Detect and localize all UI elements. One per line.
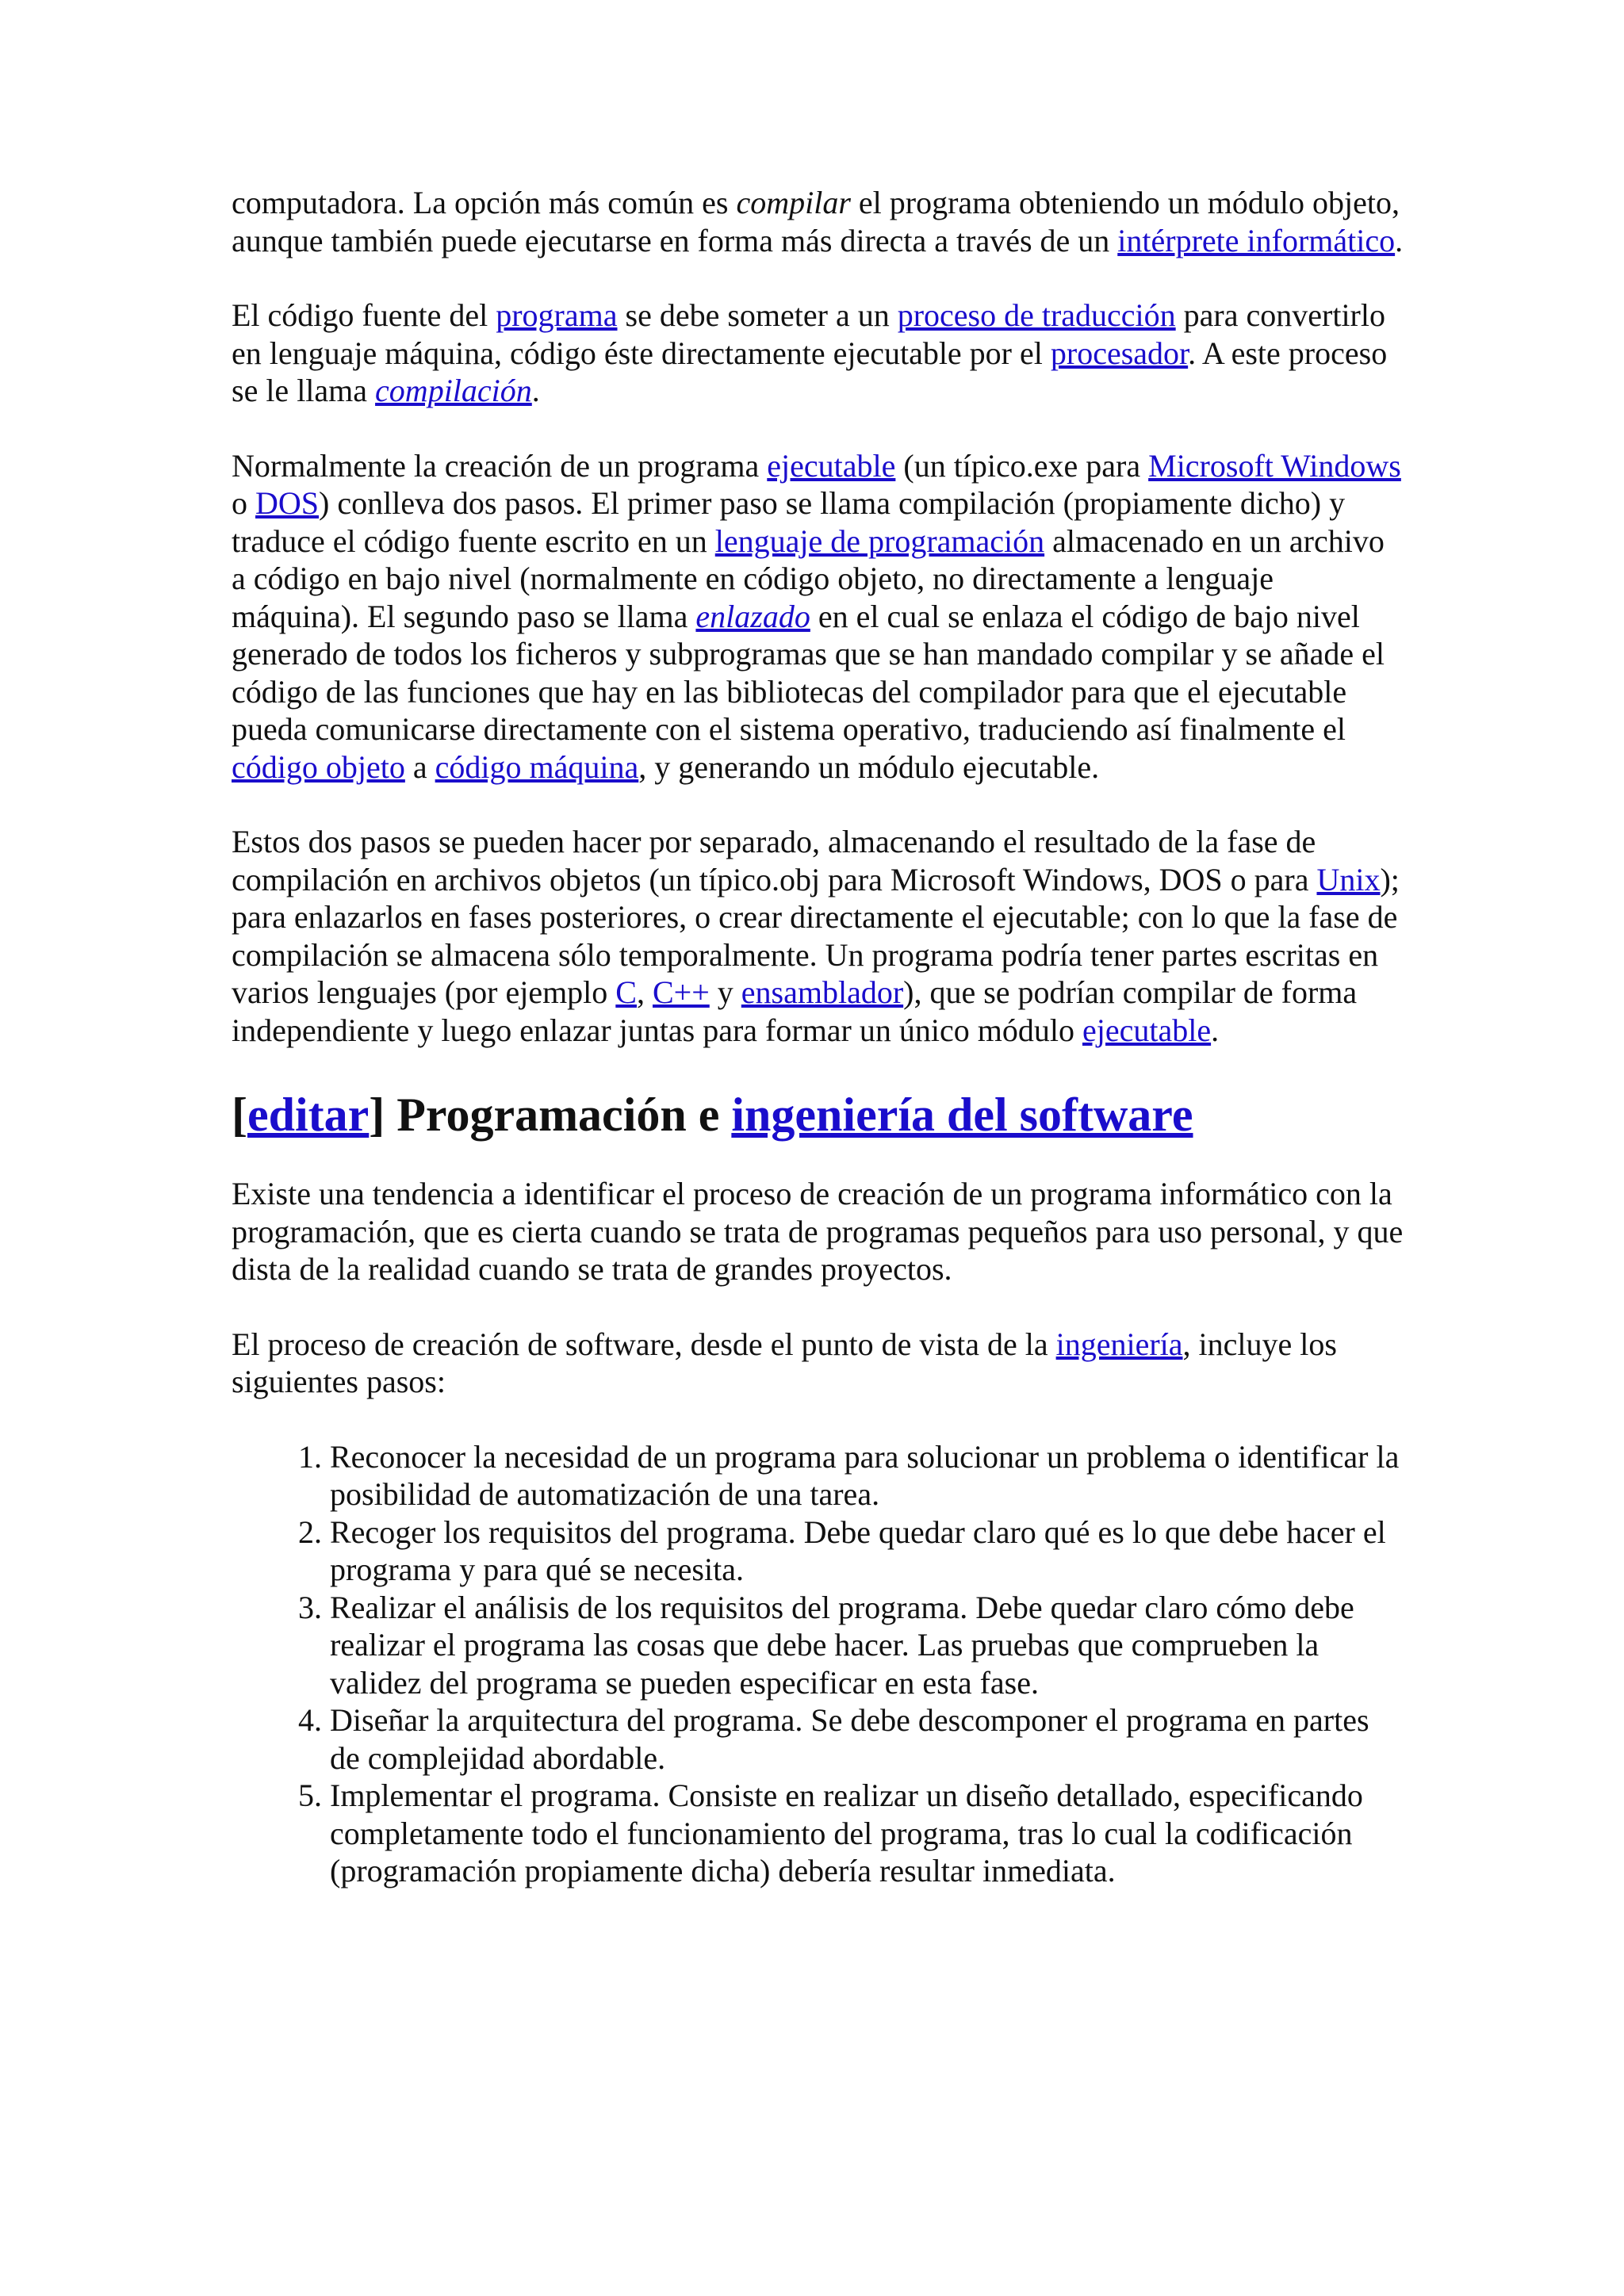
- text-run: y: [709, 974, 741, 1010]
- link-c[interactable]: C: [615, 974, 637, 1010]
- text-run: almacenado en un archivo a código en bajo nivel (normalmente en código objeto, no directamente a lenguaje máquina). El segundo paso se llama: [232, 522, 1385, 634]
- link-interprete-informatico[interactable]: intérprete informático: [1117, 222, 1396, 258]
- text-run: o: [232, 485, 255, 521]
- link-dos[interactable]: DOS: [255, 485, 320, 521]
- list-item: 3. Realizar el análisis de los requisitos del programa. Debe quedar claro cómo debe realizar el programa las cosas que debe hacer. Las pruebas que comprueben la validez del programa se pueden especificar en esta fase.: [330, 1589, 1405, 1702]
- link-ejecutable[interactable]: ejecutable: [767, 447, 896, 484]
- steps-list: [232, 1438, 1405, 1890]
- text-run: Normalmente la creación de un programa: [232, 447, 768, 484]
- link-enlazado-text: enlazado: [695, 598, 810, 634]
- text-run: ), que se podrían compilar de forma independiente y luego enlazar juntas para formar un único módulo: [232, 974, 1358, 1048]
- paragraph-compilation-intro: [232, 184, 1405, 259]
- text-run: a: [404, 748, 435, 785]
- paragraph-creation-process: [232, 1326, 1405, 1401]
- link-codigo-objeto[interactable]: código objeto: [232, 748, 405, 785]
- section-heading: [232, 1086, 1405, 1143]
- link-ingenieria[interactable]: ingeniería: [1055, 1326, 1183, 1362]
- link-unix[interactable]: Unix: [1316, 861, 1381, 897]
- heading-bracket-open: [: [232, 1089, 247, 1141]
- paragraph-source-code: [232, 297, 1405, 410]
- link-lenguaje-de-programacion[interactable]: lenguaje de programación: [714, 522, 1045, 559]
- link-cpp[interactable]: C++: [652, 974, 710, 1010]
- list-item: 4. Diseñar la arquitectura del programa. Se debe descomponer el programa en partes de complejidad abordable.: [330, 1701, 1405, 1777]
- text-run: el programa obteniendo un módulo objeto, aunque también puede ejecutarse en forma más directa a través de un: [232, 185, 1400, 258]
- link-procesador[interactable]: procesador: [1050, 335, 1189, 371]
- link-ingenieria-del-software[interactable]: ingeniería del software: [731, 1089, 1193, 1141]
- text-run: computadora. La opción más común es: [232, 185, 737, 220]
- text-run: ); para enlazarlos en fases posteriores, o crear directamente el ejecutable; con lo que la fase de compilación se almacena sólo temporalmente. Un programa podría tener partes escritas en varios lenguajes (por ejemplo: [232, 861, 1400, 1010]
- link-proceso-de-traduccion[interactable]: proceso de traducción: [897, 297, 1176, 333]
- text-run: para convertirlo en lenguaje máquina, código éste directamente ejecutable por el: [232, 297, 1385, 371]
- text-run: .: [1211, 1012, 1220, 1048]
- link-codigo-maquina[interactable]: código máquina: [435, 748, 639, 785]
- link-ejecutable-2[interactable]: ejecutable: [1082, 1012, 1212, 1048]
- heading-text: Programación e: [385, 1089, 732, 1141]
- document-page: [232, 184, 1405, 1890]
- text-run: . A este proceso se le llama: [232, 335, 1388, 408]
- link-enlazado[interactable]: [695, 599, 810, 634]
- text-run: en el cual se enlaza el código de bajo nivel generado de todos los ficheros y subprogramas que se han mandado compilar y se añade el código de las funciones que hay en las bibliotecas del compilador para que el ejecutable pueda comunicarse directamente con el sistema operativo, traduciendo así finalmente el: [232, 598, 1385, 747]
- text-run: Estos dos pasos se pueden hacer por separado, almacenando el resultado de la fase de compilación en archivos objetos (un típico.obj para Microsoft Windows, DOS o para: [232, 824, 1317, 897]
- text-run: .: [1395, 222, 1404, 258]
- link-microsoft-windows[interactable]: Microsoft Windows: [1148, 447, 1401, 484]
- text-run: , incluye los siguientes pasos:: [232, 1326, 1337, 1399]
- link-compilacion-text: compilación: [375, 373, 532, 408]
- text-run: El proceso de creación de software, desde el punto de vista de la: [232, 1326, 1056, 1362]
- paragraph-tendency: [232, 1175, 1405, 1288]
- list-item: 2. Recoger los requisitos del programa. Debe quedar claro qué es lo que debe hacer el programa y para qué se necesita.: [330, 1513, 1405, 1589]
- text-run: ) conlleva dos pasos. El primer paso se llama compilación (propiamente dicho) y traduce el código fuente escrito en un: [232, 485, 1346, 559]
- list-item: 1. Reconocer la necesidad de un programa para solucionar un problema o identificar la posibilidad de automatización de una tarea.: [330, 1438, 1405, 1513]
- text-run: Existe una tendencia a identificar el proceso de creación de un programa informático con la programación, que es cierta cuando se trata de programas pequeños para uso personal, y que dista de la realidad cuando se trata de grandes proyectos.: [232, 1176, 1404, 1287]
- link-compilacion[interactable]: [375, 373, 532, 408]
- text-run: (un típico.exe para: [895, 447, 1149, 484]
- text-run: se debe someter a un: [617, 297, 898, 333]
- emphasis-compilar: compilar: [736, 185, 851, 220]
- edit-section-link[interactable]: editar: [247, 1089, 370, 1141]
- paragraph-separate-steps: [232, 823, 1405, 1049]
- text-run: ,: [636, 974, 653, 1010]
- text-run: , y generando un módulo ejecutable.: [638, 748, 1100, 785]
- heading-bracket-close: ]: [369, 1089, 385, 1141]
- text-run: .: [531, 373, 540, 408]
- link-ensamblador[interactable]: ensamblador: [741, 974, 904, 1010]
- paragraph-executable-creation: [232, 447, 1405, 786]
- text-run: El código fuente del: [232, 297, 496, 333]
- list-item: 5. Implementar el programa. Consiste en realizar un diseño detallado, especificando completamente todo el funcionamiento del programa, tras lo cual la codificación (programación propiamente dicha) debería resultar inmediata.: [330, 1777, 1405, 1890]
- link-programa[interactable]: programa: [496, 297, 618, 333]
